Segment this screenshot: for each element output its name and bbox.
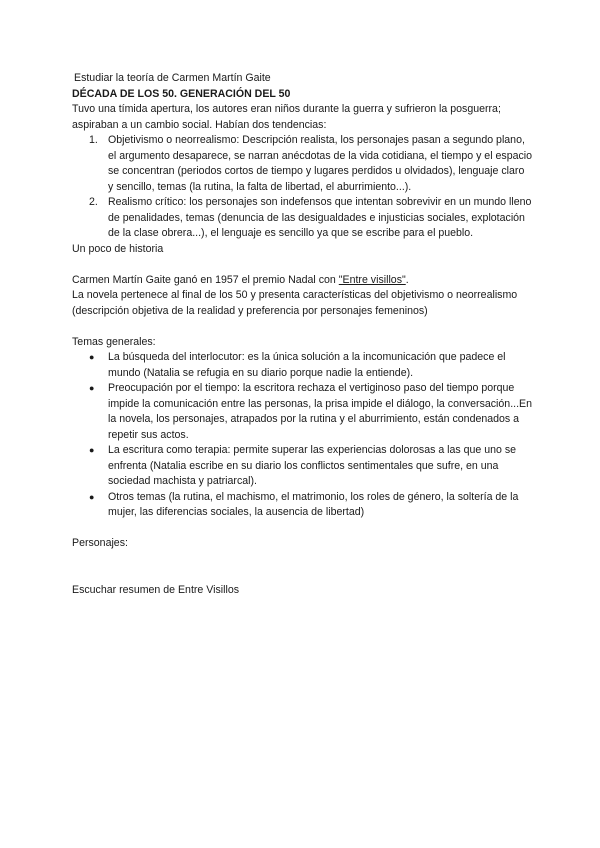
history-punct: .: [405, 273, 409, 286]
history-paragraph-2: La novela pertenece al final de los 50 y presenta características del objetivismo o neorrealismo (descripción objetiva de la realidad y preferencia por personajes femeninos): [72, 289, 518, 317]
blank-line: [72, 257, 532, 273]
list-number: 2.: [89, 196, 98, 208]
tendency-item: [72, 133, 532, 195]
theme-item: [72, 490, 532, 521]
intro-paragraph: Tuvo una tímida apertura, los autores eran niños durante la guerra y sufrieron la posguerra; aspiraban a un cambio social. Habían dos tendencias:: [72, 103, 501, 131]
theme-item: [72, 443, 532, 490]
tendency-text: Realismo crítico: los personajes son indefensos que intentan sobrevivir en un mundo lleno de penalidades, temas (denuncia de las desigualdades e injusticias sociales, explotación de la clase obrera...), el lenguaje es sencillo ya que se escribe para el pueblo.: [108, 196, 532, 239]
bullet-icon: ●: [89, 491, 95, 502]
listen-summary-text: Escuchar resumen de Entre Visillos: [72, 583, 240, 596]
history-heading: Un poco de historia: [72, 242, 164, 255]
bullet-icon: ●: [89, 352, 95, 362]
tendency-text: Objetivismo o neorrealismo: Descripción realista, los personajes pasan a segundo plano, el argumento desaparece, se narran anécdotas de la vida cotidiana, el tiempo y el espacio se concentran (periodos cortos de tiempo y lugares perdidos u olvidados), lenguaje claro y sencillo, temas (la rutina, la falta de libertad, el aburrimiento...).: [108, 134, 533, 193]
theme-item: [72, 350, 532, 381]
themes-heading: Temas generales:: [72, 335, 156, 348]
theme-text: Preocupación por el tiempo: la escritora rechaza el vertiginoso paso del tiempo porque impide la comunicación entre las personas, la prisa impide el diálogo, la conversación...En la novela, los personajes, atrapados por la rutina y el aburrimiento, están condenados a repetir sus actos.: [108, 382, 532, 441]
tendency-item: [72, 195, 532, 242]
tendencies-list: [72, 133, 532, 242]
history-paragraph: [72, 273, 532, 289]
theme-text: La escritura como terapia: permite superar las experiencias dolorosas a las que uno se enfrenta (Natalia escribe en su diario los conflictos sentimentales que sufre, en una sociedad machista y patriarcal).: [108, 444, 517, 487]
bullet-icon: ●: [89, 383, 95, 393]
blank-line: [72, 319, 532, 335]
themes-list: [72, 350, 532, 521]
list-number: 1.: [89, 134, 98, 146]
blank-line: [72, 521, 532, 537]
document-subtitle: Estudiar la teoría de Carmen Martín Gaite: [74, 72, 271, 84]
entre-visillos-link[interactable]: "Entre visillos": [338, 273, 406, 286]
document-title: DÉCADA DE LOS 50. GENERACIÓN DEL 50: [72, 87, 291, 100]
theme-item: [72, 381, 532, 443]
bullet-icon: ●: [89, 445, 95, 455]
blank-lines: [72, 552, 532, 583]
characters-heading: Personajes:: [72, 537, 128, 549]
document-content: [72, 71, 532, 598]
theme-text: Otros temas (la rutina, el machismo, el matrimonio, los roles de género, la soltería de la mujer, las diferencias sociales, la ausencia de libertad): [108, 490, 519, 518]
history-text: Carmen Martín Gaite ganó en 1957 el premio Nadal con: [72, 273, 339, 286]
theme-text: La búsqueda del interlocutor: es la única solución a la incomunicación que padece el mundo (Natalia se refugia en su diario porque nadie la entiende).: [108, 351, 506, 379]
